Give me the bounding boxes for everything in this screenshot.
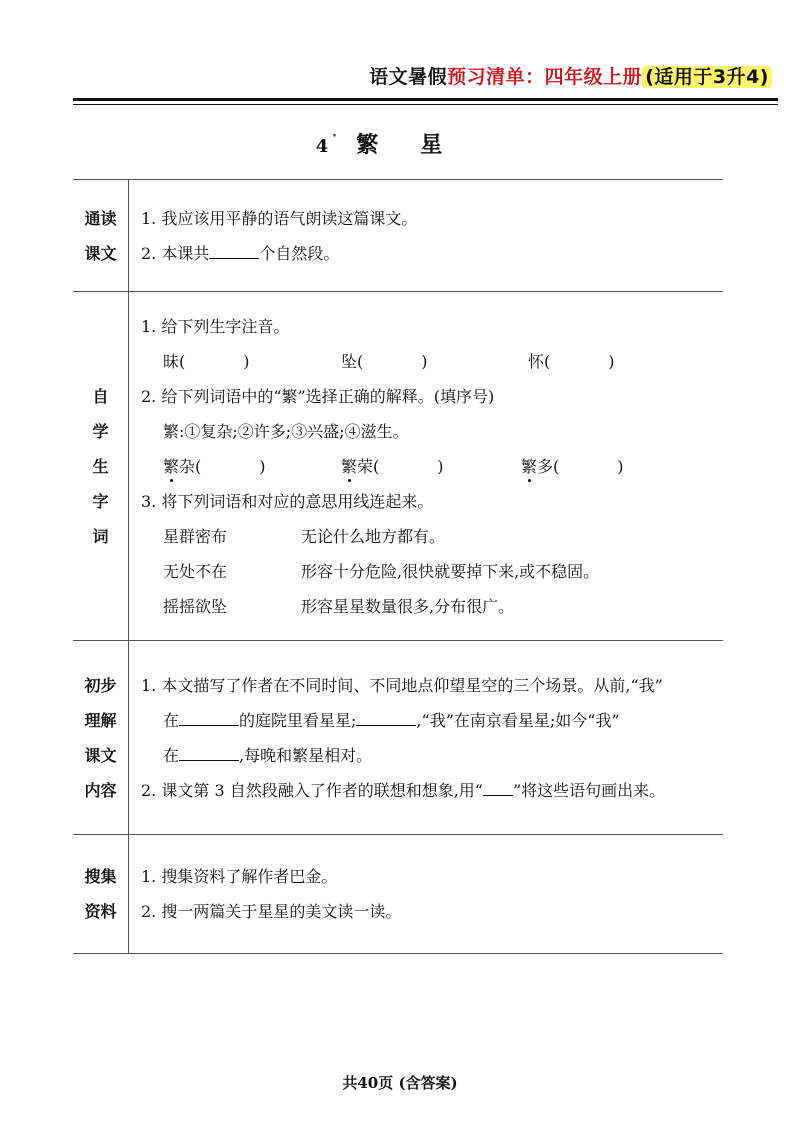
header-part1: 语文暑假 [369,66,448,88]
section-label: 搜集 资料 [73,835,129,954]
word-item: 繁杂( ) [163,456,266,476]
section-body [129,180,724,292]
section-label: 自 学 生 字 词 [73,292,129,641]
meanings: 繁:①复杂;②许多;③兴盛;④滋生。 [163,421,409,441]
answer-blank[interactable] [483,779,513,796]
answer-blank[interactable] [179,744,239,761]
section-body [129,292,724,641]
section-label: 通读 课文 [73,180,129,292]
answer-blank[interactable] [209,242,259,259]
match-row: 无处不在 形容十分危险,很快就要掉下来,或不稳固。 [163,561,600,581]
section-body [129,835,724,954]
pinyin-row [141,344,723,379]
match-row: 摇摇欲坠 形容星星数量很多,分布很广。 [163,596,515,616]
page-footer: 共40页 (含答案) [342,1074,458,1092]
item-line: 2. 课文第 3 自然段融入了作者的联想和想象,用“ ”将这些语句画出来。 [141,780,666,800]
question-3: 3. 将下列词语和对应的意思用线连起来。 [141,491,434,511]
word-item: 繁荣( ) [341,456,444,476]
header-title [369,62,772,89]
section-read-text [73,180,723,292]
section-body [129,641,724,835]
lesson-name: 繁星 [356,132,485,158]
question-2: 2. 给下列词语中的“繁”选择正确的解释。(填序号) [141,386,495,406]
pinyin-item: 怀( ) [528,351,615,371]
header-part2: 预习清单：四年级上册 [447,66,643,88]
item-line: 1. 搜集资料了解作者巴金。 [141,867,338,886]
item-line: 1. 本文描写了作者在不同时间、不同地点仰望星空的三个场景。从前,“我” [141,675,663,695]
item-line: 在 的庭院里看星星; ,“我”在南京看星星;如今“我” [163,710,620,730]
item-line: 在 ,每晚和繁星相对。 [163,745,373,765]
worksheet-table [73,179,723,954]
header-rule-thick [73,98,778,101]
answer-blank[interactable] [179,709,239,726]
section-self-study [73,292,723,641]
section-collect-info [73,835,723,954]
lesson-mark: * [332,132,337,141]
lesson-title [0,128,800,159]
lesson-number: 4 * [315,132,337,157]
section-understand-text [73,641,723,835]
pinyin-item: 坠( ) [341,351,428,371]
section-label: 初步 理解 课文 内容 [73,641,129,835]
question-1: 1. 给下列生字注音。 [141,316,290,336]
item-line: 2. 搜一两篇关于星星的美文读一读。 [141,902,402,921]
item-line: 1. 我应该用平静的语气朗读这篇课文。 [141,208,418,228]
item-line: 2. 本课共 个自然段。 [141,243,340,263]
header-rule-thin [73,104,778,105]
word-row [141,449,723,484]
word-item: 繁多( ) [521,456,624,476]
answer-blank[interactable] [356,709,416,726]
match-row: 星群密布 无论什么地方都有。 [163,526,446,546]
pinyin-item: 昧( ) [163,351,250,371]
header-part3: (适用于3升4) [642,66,772,88]
